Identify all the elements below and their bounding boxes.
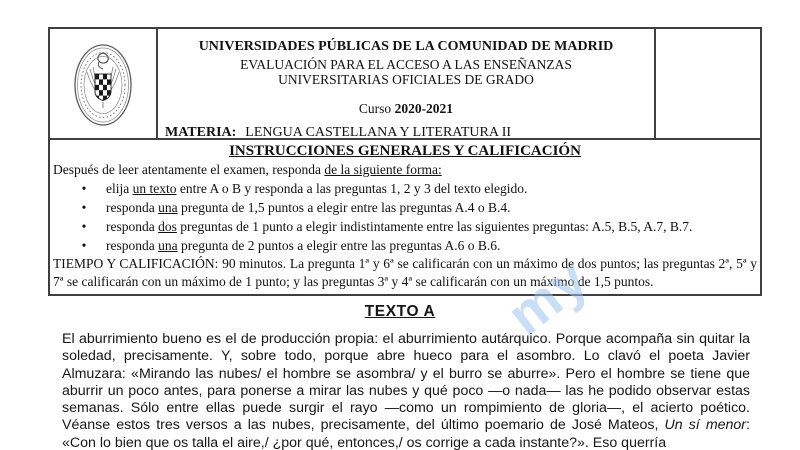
org-line-3: UNIVERSITARIAS OFICIALES DE GRADO	[278, 72, 534, 87]
intro-underlined-text: de la siguiente forma:	[324, 162, 442, 177]
bullet-item	[53, 198, 757, 217]
curso-label: Curso	[358, 100, 392, 116]
bullet-underlined: una	[158, 200, 178, 215]
header-row	[50, 29, 760, 138]
tiempo-calificacion-paragraph: TIEMPO Y CALIFICACIÓN: 90 minutos. La pregunta 1ª y 6ª se calificarán con un máximo de dos puntos; las preguntas 2ª, 5ª y 7ª se calificarán con un máximo de 1 punto; y las preguntas 3ª y 4ª se calificarán con un máximo de 1,5 puntos.	[53, 256, 757, 289]
bullet-pre: responda	[106, 219, 159, 234]
materia-value: LENGUA CASTELLANA Y LITERATURA II	[245, 125, 512, 140]
bullet-text	[89, 198, 511, 217]
bullet-underlined: una	[158, 238, 178, 253]
bullet-pre: responda	[106, 238, 159, 253]
bullet-text	[89, 236, 500, 255]
watermark: my	[495, 246, 600, 347]
curso-line	[158, 101, 654, 117]
header-title-cell	[158, 29, 656, 138]
org-line-1: UNIVERSIDADES PÚBLICAS DE LA COMUNIDAD DE MADRID	[198, 39, 614, 54]
texto-a-paragraph	[62, 331, 750, 450]
bullet-item	[53, 217, 757, 236]
paragraph-segment: : «Con lo bien que os talla el aire,/ ¿por qué, entonces,/ os corrige a cada instante?». Eso querría	[62, 417, 750, 450]
bullet-text	[89, 179, 527, 198]
bullet-pre: responda	[106, 200, 159, 215]
bullet-icon: •	[81, 238, 87, 253]
curso-value: 2020-2021	[394, 100, 454, 116]
bullet-icon: •	[81, 181, 87, 196]
paragraph-segment: El aburrimiento bueno es el de producción propia: el aburrimiento autárquico. Porque acompaña sin quitar la soledad, precisamente. Y, sobre todo, porque abre hueco para el asombro. Lo clavó el poeta Javier Almuzara: «Mirando las nubes/ el hombre se asombra/ y el burro se aburre». Pero el hombre se tiene que aburrir un poco antes, para ponerse a mirar las nubes y qué poco —o nada— las he podido observar estas semanas. Sólo entre ellas puede surgir el rayo —como un rompimiento de gloria—, el acierto poético. Véanse estos tres versos a las nubes, precisamente, del último poemario de José Mateos,	[62, 331, 750, 434]
bullet-post: preguntas de 1 punto a elegir indistintamente entre las siguientes preguntas: A.5, B.5, A.7, B.7.	[176, 219, 693, 234]
logo-cell	[50, 29, 158, 138]
materia-line	[158, 125, 654, 141]
header-empty-cell	[656, 29, 760, 138]
paragraph-segment-italic: Un sí menor	[664, 417, 747, 434]
bullet-underlined: un texto	[132, 181, 177, 196]
materia-label: MATERIA:	[165, 125, 237, 140]
bullet-text	[89, 217, 692, 236]
texto-a-title: TEXTO A	[364, 303, 436, 320]
intro-text: Después de leer atentamente el examen, responda	[53, 162, 325, 177]
bullet-icon: •	[81, 200, 87, 215]
bullet-post: pregunta de 2 puntos a elegir entre las preguntas A.6 o B.6.	[177, 238, 501, 253]
bullet-post: pregunta de 1,5 puntos a elegir entre las preguntas A.4 o B.4.	[177, 200, 511, 215]
ucm-seal-icon	[72, 40, 134, 128]
exam-header-table	[48, 27, 762, 296]
bullet-icon: •	[81, 219, 87, 234]
instructions-box	[50, 138, 760, 294]
instructions-intro	[53, 161, 757, 179]
bullet-pre: elija	[106, 181, 133, 196]
bullet-post: entre A o B y responda a las preguntas 1, 2 y 3 del texto elegido.	[176, 181, 528, 196]
instructions-title: INSTRUCCIONES GENERALES Y CALIFICACIÓN	[229, 143, 581, 159]
bullet-item	[53, 179, 757, 198]
bullet-underlined: dos	[158, 219, 177, 234]
bullet-item	[53, 236, 757, 255]
org-line-2: EVALUACIÓN PARA EL ACCESO A LAS ENSEÑANZAS	[240, 56, 572, 72]
